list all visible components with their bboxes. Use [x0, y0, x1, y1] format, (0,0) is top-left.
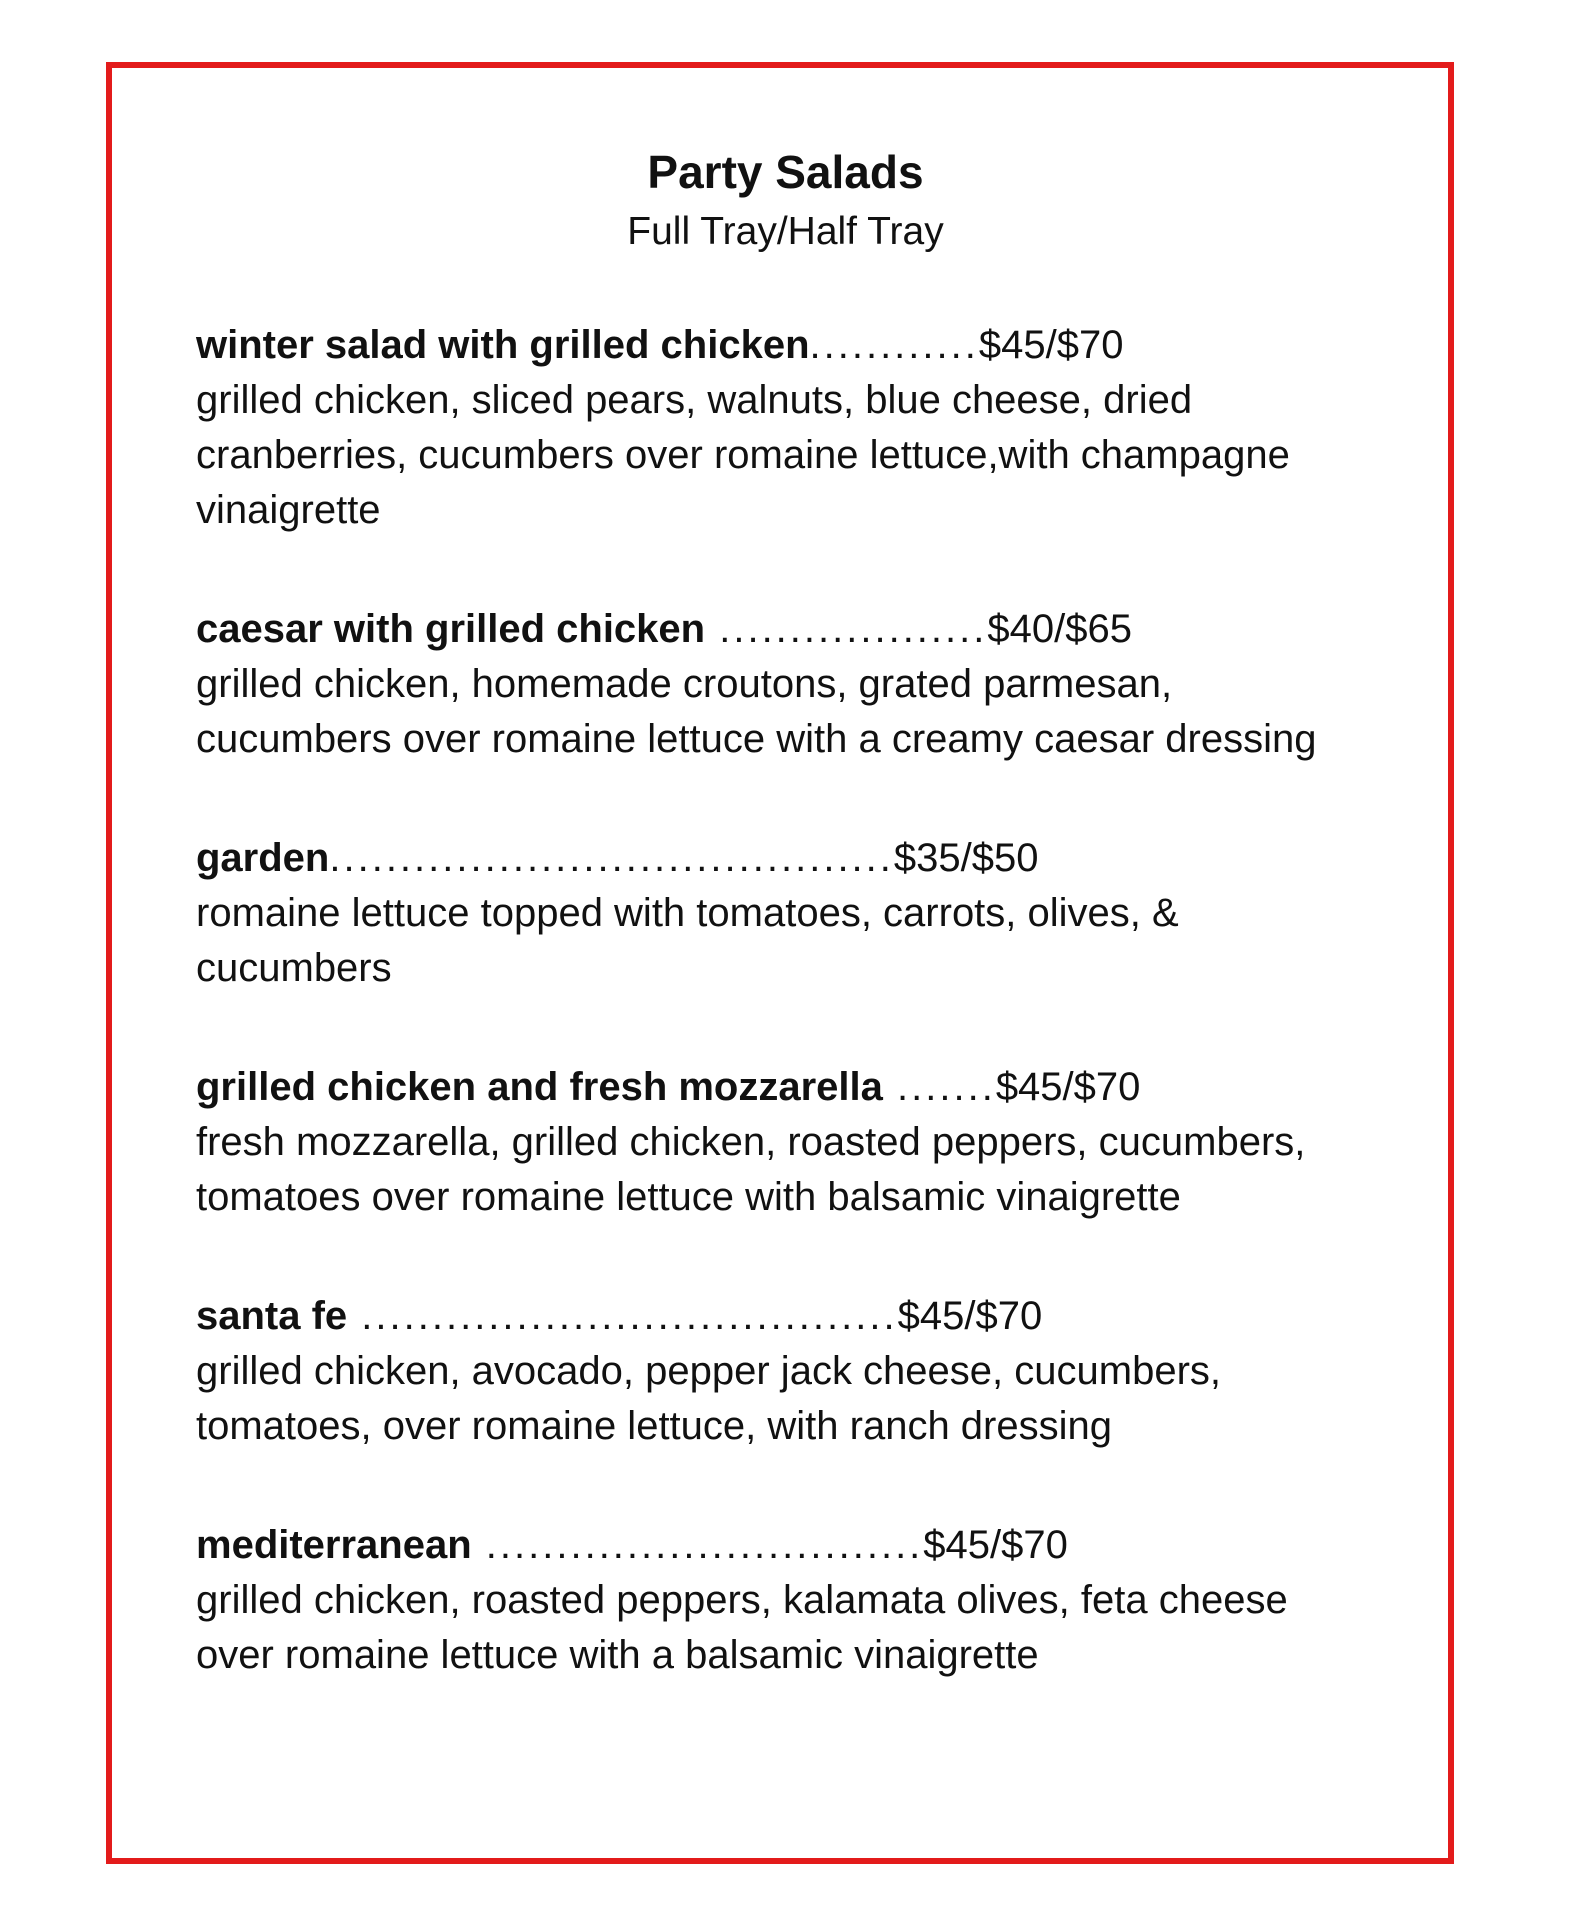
dot-leader: ............ [809, 323, 979, 367]
page-title: Party Salads [647, 146, 924, 198]
menu-item [196, 602, 1356, 767]
menu-item-price: $45/$70 [995, 1065, 1141, 1109]
menu-item-header [196, 831, 1356, 886]
page-subtitle: Full Tray/Half Tray [627, 210, 944, 253]
menu-item-description: grilled chicken, avocado, pepper jack cheese, cucumbers, tomatoes, over romaine lettuce, with ranch dressing [196, 1349, 1221, 1448]
menu-item [196, 1518, 1356, 1683]
menu-item [196, 831, 1356, 996]
menu-item-description: fresh mozzarella, grilled chicken, roasted peppers, cucumbers, tomatoes over romaine lettuce with balsamic vinaigrette [196, 1120, 1306, 1219]
menu-item-price: $45/$70 [897, 1294, 1043, 1338]
menu-item-description: romaine lettuce topped with tomatoes, carrots, olives, & cucumbers [196, 891, 1179, 990]
menu-item-header [196, 318, 1356, 373]
dot-leader: ................... [705, 607, 988, 651]
menu-item-name: garden [196, 836, 330, 880]
menu-item-name: grilled chicken and fresh mozzarella [196, 1065, 883, 1109]
menu-item-price: $35/$50 [893, 836, 1039, 880]
menu-item [196, 1289, 1356, 1454]
menu-item-header [196, 1518, 1356, 1573]
dot-leader: ...................................... [347, 1294, 898, 1338]
menu-item-name: winter salad with grilled chicken [196, 323, 810, 367]
menu-item-name: mediterranean [196, 1523, 472, 1567]
dot-leader: ....... [882, 1065, 996, 1109]
menu-item-description: grilled chicken, sliced pears, walnuts, blue cheese, dried cranberries, cucumbers over romaine lettuce,with champagne vinaigrette [196, 378, 1290, 532]
menu-item-price: $40/$65 [987, 607, 1132, 651]
menu-item [196, 318, 1356, 538]
dot-leader: ............................... [471, 1523, 924, 1567]
menu-item-price: $45/$70 [978, 323, 1124, 367]
menu-item-header [196, 1289, 1356, 1344]
menu-item-name: santa fe [196, 1294, 348, 1338]
menu-item-description: grilled chicken, roasted peppers, kalamata olives, feta cheese over romaine lettuce with a balsamic vinaigrette [196, 1578, 1288, 1677]
menu-item-description: grilled chicken, homemade croutons, grated parmesan, cucumbers over romaine lettuce with a creamy caesar dressing [196, 662, 1317, 761]
menu-item-price: $45/$70 [923, 1523, 1068, 1567]
menu-item-header [196, 1060, 1356, 1115]
dot-leader: ........................................ [329, 836, 894, 880]
menu-item [196, 1060, 1356, 1225]
menu-item-name: caesar with grilled chicken [196, 607, 706, 651]
menu-list [196, 318, 1356, 1683]
menu-item-header [196, 602, 1356, 657]
